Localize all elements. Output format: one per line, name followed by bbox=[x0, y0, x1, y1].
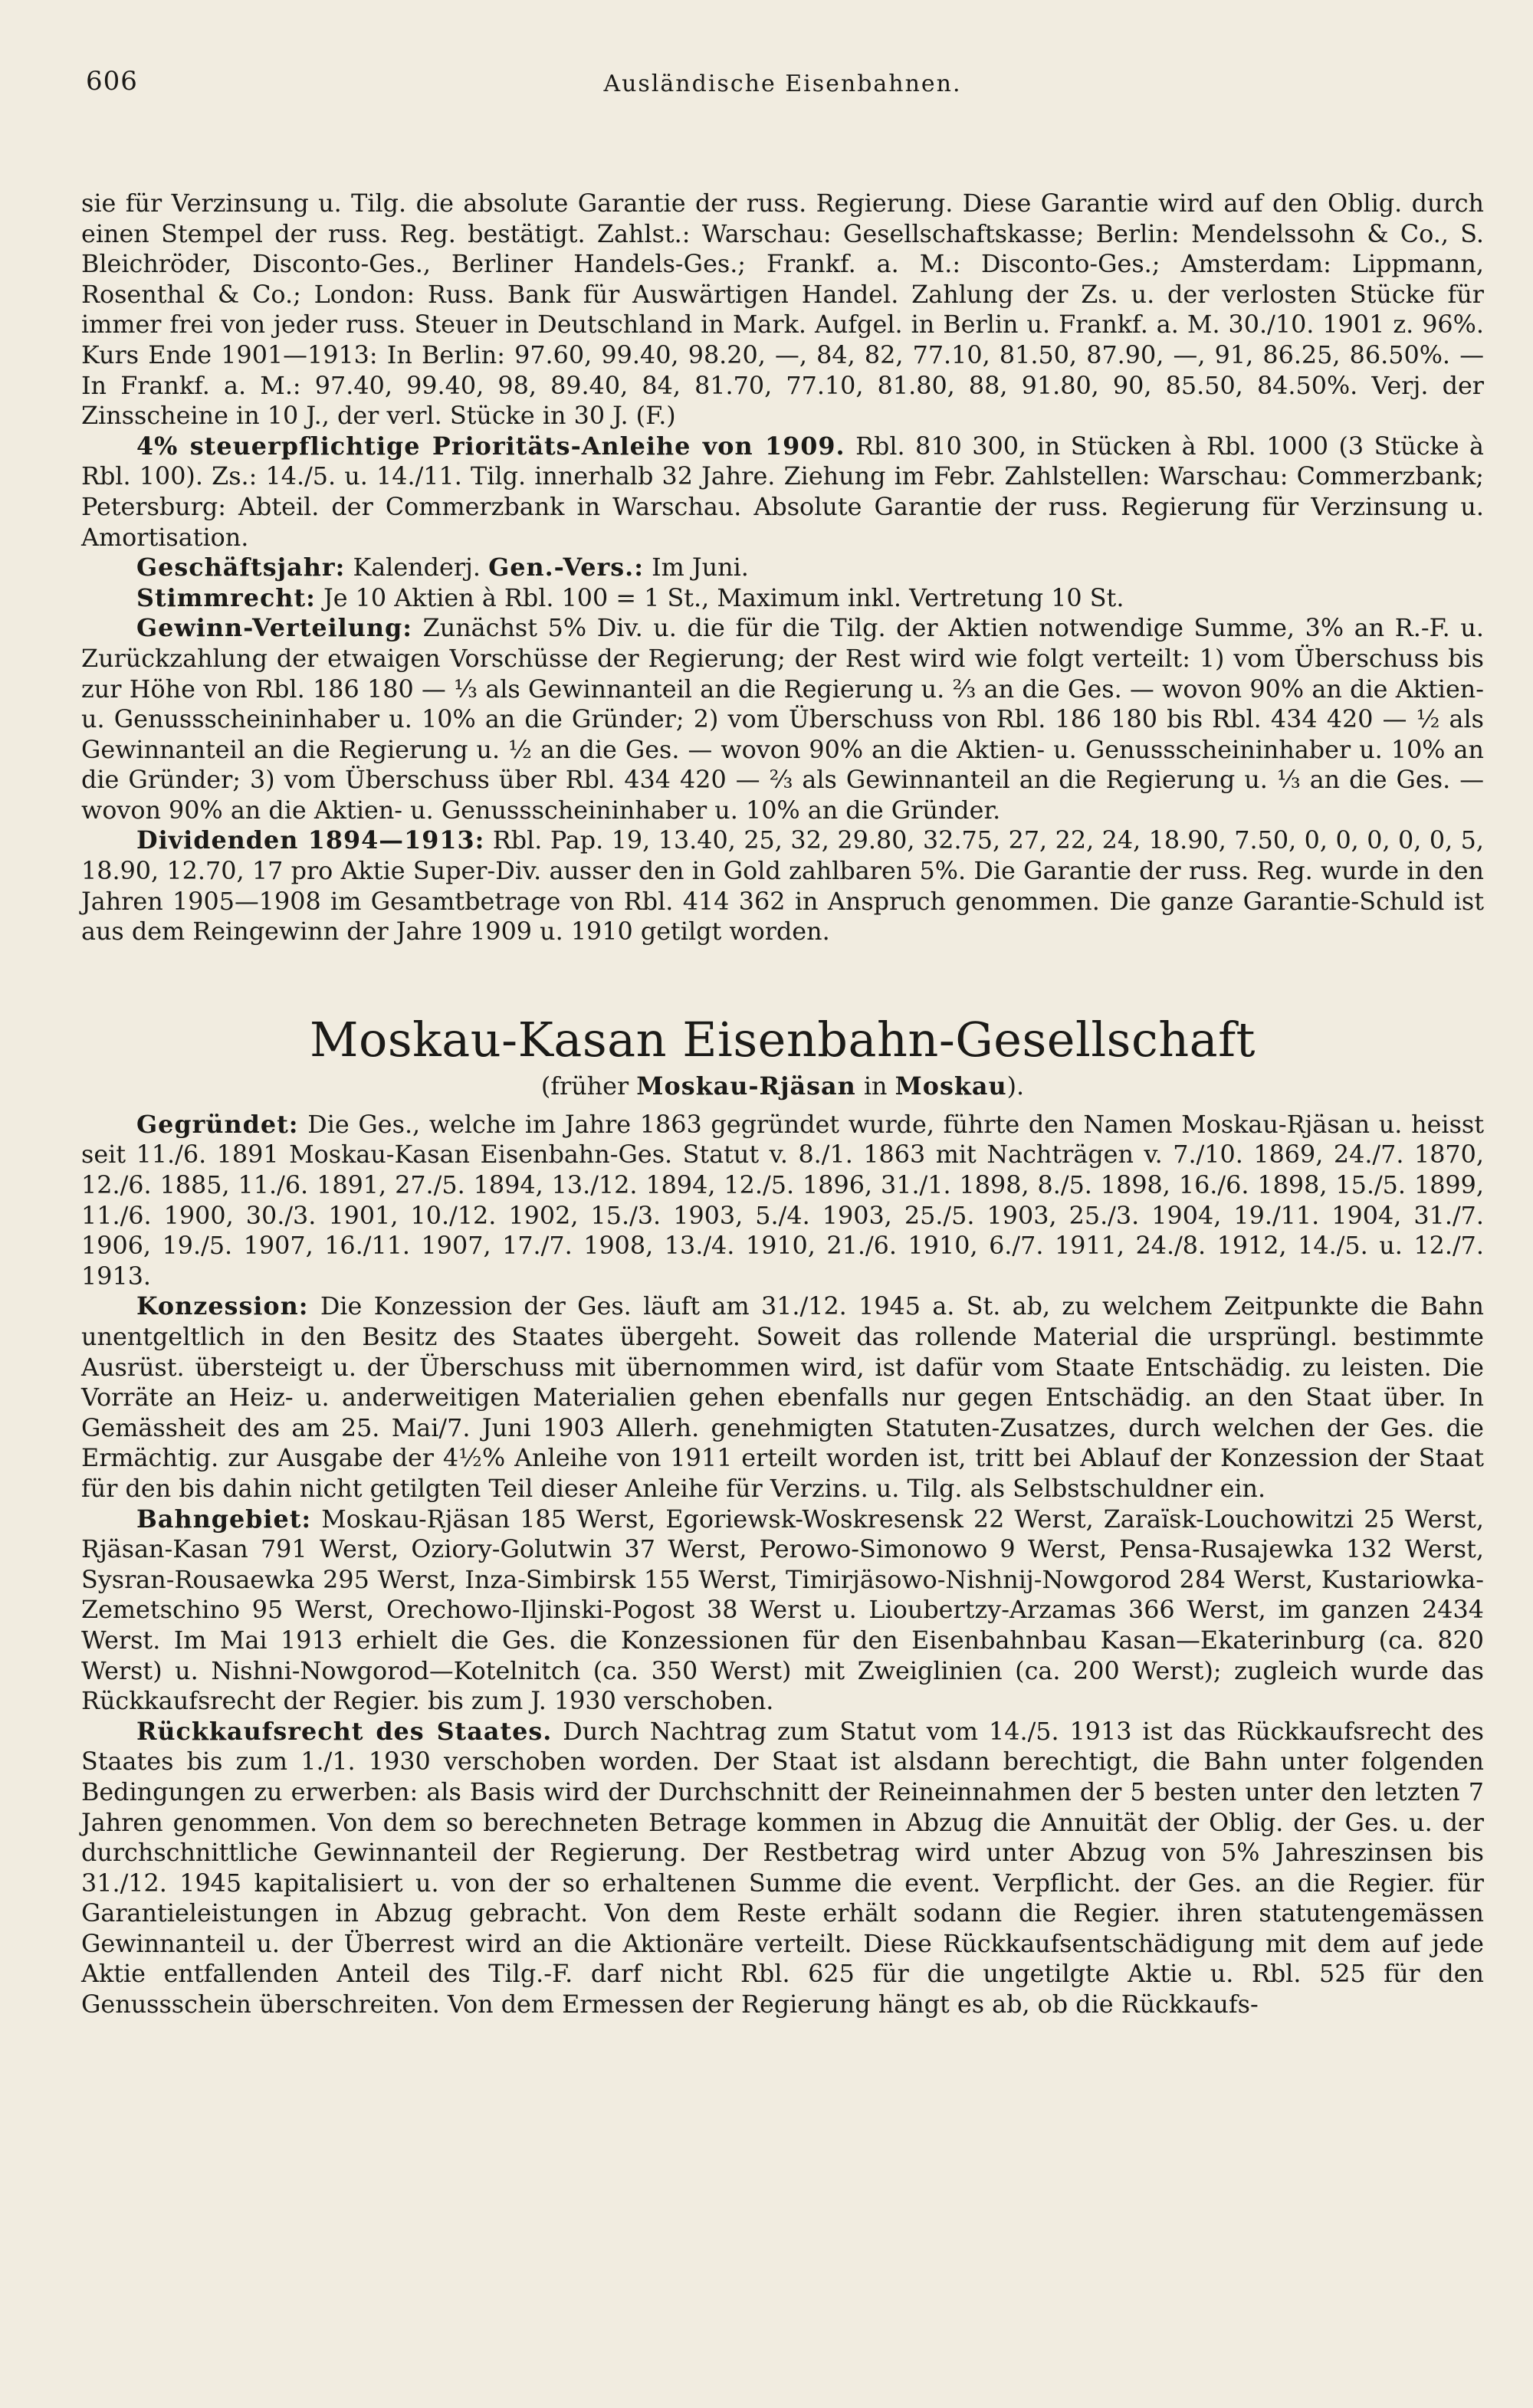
paragraph-rueckkauf bbox=[81, 1717, 1484, 2020]
former-name: Moskau-Rjäsan bbox=[636, 1071, 856, 1101]
text-gegruendet: Die Ges., welche im Jahre 1863 gegründet wurde, führte den Namen Moskau-Rjäsan u. heisst seit 11./6. 1891 Moskau-Kasan Eisenbahn-Ges. Statut v. 8./1. 1863 mit Nachträgen v. 7./10. 1869, 24./7. 1870, 12./6. 1885, 11./6. 1891, 27./5. 1894, 13./12. 1894, 12./5. 1896, 31./1. 1898, 8./5. 1898, 16./6. 1898, 15./5. 1899, 11./6. 1900, 30./3. 1901, 10./12. 1902, 15./3. 1903, 5./4. 1903, 25./5. 1903, 25./3. 1904, 19./11. 1904, 31./7. 1906, 19./5. 1907, 16./11. 1907, 17./7. 1908, 13./4. 1910, 21./6. 1910, 6./7. 1911, 24./8. 1912, 14./5. u. 12./7. 1913. bbox=[81, 1110, 1484, 1291]
text-bahngebiet: Moskau-Rjäsan 185 Werst, Egoriewsk-Woskresensk 22 Werst, Zaraïsk-Louchowitzi 25 Werst, Rjäsan-Kasan 791 Werst, Oziory-Golutwin 37 Werst, Perowo-Simonowo 9 Werst, Pensa-Rusajewka 132 Werst, Sysran-Rousaewka 295 Werst, Inza-Simbirsk 155 Werst, Timirjäsowo-Nishnij-Nowgorod 284 Werst, Kustariowka-Zemetschino 95 Werst, Orechowo-Iljinski-Pogost 38 Werst u. Lioubertzy-Arzamas 366 Werst, im ganzen 2434 Werst. Im Mai 1913 erhielt die Ges. die Konzessionen für den Eisenbahnbau Kasan—Ekaterinburg (ca. 820 Werst) u. Nishni-Nowgorod—Kotelnitch (ca. 350 Werst) mit Zweiglinien (ca. 200 Werst); zugleich wurde das Rückkaufsrecht der Regier. bis zum J. 1930 verschoben. bbox=[81, 1504, 1485, 1716]
paragraph-anleihe bbox=[81, 431, 1484, 553]
paragraph-guarantee: sie für Verzinsung u. Tilg. die absolute Garantie der russ. Regierung. Diese Garantie wird auf den Oblig. durch einen Stempel der russ. Reg. bestätigt. Zahlst.: Warschau: Gesellschaftskasse; Berlin: Mendelssohn & Co., S. Bleichröder, Disconto-Ges., Berliner Handels-Ges.; Frankf. a. M.: Disconto-Ges.; Amsterdam: Lippmann, Rosenthal & Co.; London: Russ. Bank für Auswärtigen Handel. Zahlung der Zs. u. der verlosten Stücke für immer frei von jeder russ. Steuer in Deutschland in Mark. Aufgel. in Berlin u. Frankf. a. M. 30./10. 1901 z. 96%. Kurs Ende 1901—1913: In Berlin: 97.60, 99.40, 98.20, —, 84, 82, 77.10, 81.50, 87.90, —, 91, 86.25, 86.50%. — In Frankf. a. M.: 97.40, 99.40, 98, 89.40, 84, 81.70, 77.10, 81.80, 88, 91.80, 90, 85.50, 84.50%. Verj. der Zinsscheine in 10 J., der verl. Stücke in 30 J. (F.) bbox=[81, 189, 1484, 431]
label-rueckkauf: Rückkaufsrecht des Staates. bbox=[136, 1717, 553, 1746]
paragraph-stimmrecht bbox=[81, 583, 1484, 614]
paragraph-bahngebiet bbox=[81, 1504, 1484, 1717]
text-gewinn: Zunächst 5% Div. u. die für die Tilg. der Aktien notwendige Summe, 3% an R.-F. u. Zurückzahlung der etwaigen Vorschüsse der Regierung; der Rest wird wie folgt verteilt: 1) vom Überschuss bis zur Höhe von Rbl. 186 180 — ⅓ als Gewinnanteil an die Regierung u. ⅔ an die Ges. — wovon 90% an die Aktien- u. Genussscheininhaber u. 10% an die Gründer; 2) vom Überschuss von Rbl. 186 180 bis Rbl. 434 420 — ½ als Gewinnanteil an die Regierung u. ½ an die Ges. — wovon 90% an die Aktien- u. Genussscheininhaber u. 10% an die Gründer; 3) vom Überschuss über Rbl. 434 420 — ⅔ als Gewinnanteil an die Regierung u. ⅓ an die Ges. — wovon 90% an die Aktien- u. Genussscheininhaber u. 10% an die Gründer. bbox=[81, 614, 1485, 825]
text-dividenden: Rbl. Pap. 19, 13.40, 25, 32, 29.80, 32.75, 27, 22, 24, 18.90, 7.50, 0, 0, 0, 0, 0, 5, 18.90, 12.70, 17 pro Aktie Super-Div. ausser den in Gold zahlbaren 5%. Die Garantie der russ. Reg. wurde in den Jahren 1905—1908 im Gesamtbetrage von Rbl. 414 362 in Anspruch genommen. Die ganze Garantie-Schuld ist aus dem Reingewinn der Jahre 1909 u. 1910 getilgt worden. bbox=[81, 826, 1485, 946]
company-title: Moskau-Kasan Eisenbahn-Gesellschaft bbox=[310, 1011, 1256, 1068]
label-konzession: Konzession: bbox=[136, 1292, 309, 1321]
section-previous-company bbox=[81, 189, 1484, 947]
paragraph-geschaeftsjahr bbox=[81, 553, 1484, 583]
company-former-name bbox=[81, 1071, 1484, 1102]
section-moskau-kasan bbox=[81, 1110, 1484, 2020]
text-stimmrecht: Je 10 Aktien à Rbl. 100 = 1 St., Maximum inkl. Vertretung 10 St. bbox=[323, 583, 1124, 612]
former-suffix: in bbox=[863, 1071, 888, 1101]
page-number: 606 bbox=[86, 66, 138, 97]
label-dividenden: Dividenden 1894—1913: bbox=[136, 826, 485, 855]
company-heading bbox=[81, 1013, 1484, 1102]
label-stimmrecht: Stimmrecht: bbox=[136, 583, 316, 612]
former-prefix: (früher bbox=[540, 1071, 629, 1101]
label-bahngebiet: Bahngebiet: bbox=[136, 1504, 312, 1534]
label-genvers: Gen.-Vers.: bbox=[488, 553, 644, 582]
text-genvers: Im Juni. bbox=[652, 553, 749, 582]
former-city: Moskau bbox=[895, 1071, 1007, 1101]
label-anleihe: 4% steuerpflichtige Prioritäts-Anleihe von 1909. bbox=[136, 431, 845, 461]
paragraph-konzession bbox=[81, 1291, 1484, 1504]
text-anleihe: Rbl. 810 300, in Stücken à Rbl. 1000 (3 Stücke à Rbl. 100). Zs.: 14./5. u. 14./11. Tilg. innerhalb 32 Jahre. Ziehung im Febr. Zahlstellen: Warschau: Commerzbank; Petersburg: Abteil. der Commerzbank in Warschau. Absolute Garantie der russ. Regierung für Verzinsung u. Amortisation. bbox=[81, 431, 1484, 552]
text-rueckkauf: Durch Nachtrag zum Statut vom 14./5. 1913 ist das Rückkaufsrecht des Staates bis zum 1./1. 1930 verschoben worden. Der Staat ist alsdann berechtigt, die Bahn unter folgenden Bedingungen zu erwerben: als Basis wird der Durchschnitt der Reineinnahmen der 5 besten unter den letzten 7 Jahren genommen. Von dem so berechneten Betrage kommen in Abzug die Annuität der Oblig. der Ges. u. der durchschnittliche Gewinnanteil der Regierung. Der Restbetrag wird unter Abzug von 5% Jahreszinsen bis 31./12. 1945 kapitalisiert u. von der so erhaltenen Summe die event. Verpflicht. der Ges. an die Regier. für Garantieleistungen in Abzug gebracht. Von dem Reste erhält sodann die Regier. ihren statutengemässen Gewinnanteil u. der Überrest wird an die Aktionäre verteilt. Diese Rückkaufsentschädigung mit dem auf jede Aktie entfallenden Anteil des Tilg.-F. darf nicht Rbl. 625 für die ungetilgte Aktie u. Rbl. 525 für den Genussschein überschreiten. Von dem Ermessen der Regierung hängt es ab, ob die Rückkaufs- bbox=[81, 1717, 1485, 2019]
label-geschaeftsjahr: Geschäftsjahr: bbox=[136, 553, 346, 582]
former-close: ). bbox=[1006, 1071, 1025, 1101]
running-title: Ausländische Eisenbahnen. bbox=[603, 71, 962, 97]
label-gegruendet: Gegründet: bbox=[136, 1110, 299, 1139]
paragraph-dividenden bbox=[81, 825, 1484, 946]
label-gewinn: Gewinn-Verteilung: bbox=[136, 614, 412, 643]
text-konzession: Die Konzession der Ges. läuft am 31./12. 1945 a. St. ab, zu welchem Zeitpunkte die Bahn unentgeltlich in den Besitz des Staates übergeht. Soweit das rollende Material die ursprüngl. bestimmte Ausrüst. übersteigt u. der Überschuss mit übernommen wird, ist dafür vom Staate Entschädig. zu leisten. Die Vorräte an Heiz- u. anderweitigen Materialien gehen ebenfalls nur gegen Entschädig. an den Staat über. In Gemässheit des am 25. Mai/7. Juni 1903 Allerh. genehmigten Statuten-Zusatzes, durch welchen der Ges. die Ermächtig. zur Ausgabe der 4½% Anleihe von 1911 erteilt worden ist, tritt bei Ablauf der Konzession der Staat für den bis dahin nicht getilgten Teil dieser Anleihe für Verzins. u. Tilg. als Selbstschuldner ein. bbox=[81, 1292, 1484, 1503]
paragraph-gewinn bbox=[81, 613, 1484, 825]
paragraph-gegruendet bbox=[81, 1110, 1484, 1292]
text-geschaeftsjahr: Kalenderj. bbox=[353, 553, 481, 582]
running-head bbox=[81, 60, 1484, 113]
